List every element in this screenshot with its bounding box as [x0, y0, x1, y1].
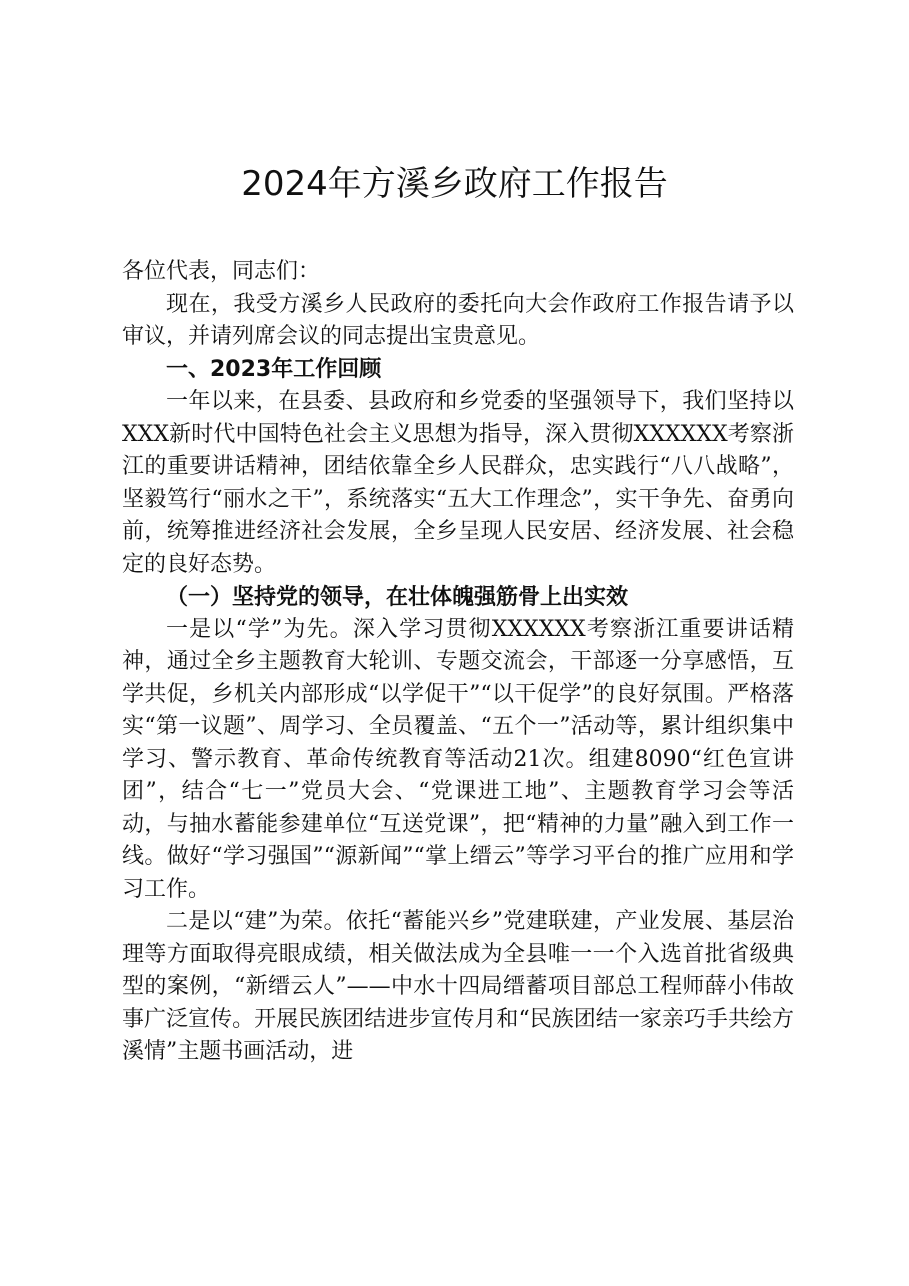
point-paragraph-study: 一是以“学”为先。深入学习贯彻XXXXXX考察浙江重要讲话精神，通过全乡主题教育大轮训、专题交流会，干部逐一分享感悟，互学共促，乡机关内部形成“以学促干”“以干促学”的良好氛围。严格落实“第一议题”、周学习、全员覆盖、“五个一”活动等，累计组织集中学习、警示教育、革命传统教育等活动21次。组建8090“红色宣讲团”，结合“七一”党员大会、“党课进工地”、主题教育学习会等活动，与抽水蓄能参建单位“互送党课”，把“精神的力量”融入到工作一线。做好“学习强国”“源新闻”“掌上缙云”等学习平台的推广应用和学习工作。 [122, 616, 794, 902]
subsection-heading-party-leadership: （一）坚持党的领导，在壮体魄强筋骨上出实效 [166, 584, 629, 610]
section-heading-2023-review: 一、2023年工作回顾 [166, 356, 382, 382]
document-title: 2024年方溪乡政府工作报告 [241, 164, 668, 204]
intro-paragraph: 现在，我受方溪乡人民政府的委托向大会作政府工作报告请予以审议，并请列席会议的同志提出宝贵意见。 [122, 291, 794, 349]
document-body [122, 256, 794, 1069]
review-paragraph: 一年以来，在县委、县政府和乡党委的坚强领导下，我们坚持以XXX新时代中国特色社会主义思想为指导，深入贯彻XXXXXX考察浙江的重要讲话精神，团结依靠全乡人民群众，忠实践行“八八战略”，坚毅笃行“丽水之干”，系统落实“五大工作理念”，实干争先、奋勇向前，统筹推进经济社会发展，全乡呈现人民安居、经济发展、社会稳定的良好态势。 [122, 389, 794, 577]
salutation: 各位代表，同志们： [122, 259, 321, 284]
point-paragraph-build: 二是以“建”为荣。依托“蓄能兴乡”党建联建，产业发展、基层治理等方面取得亮眼成绩，相关做法成为全县唯一一个入选首批省级典型的案例，“新缙云人”——中水十四局缙蓄项目部总工程师薛小伟故事广泛宣传。开展民族团结进步宣传月和“民族团结一家亲巧手共绘方溪情”主题书画活动，进 [122, 909, 794, 1064]
